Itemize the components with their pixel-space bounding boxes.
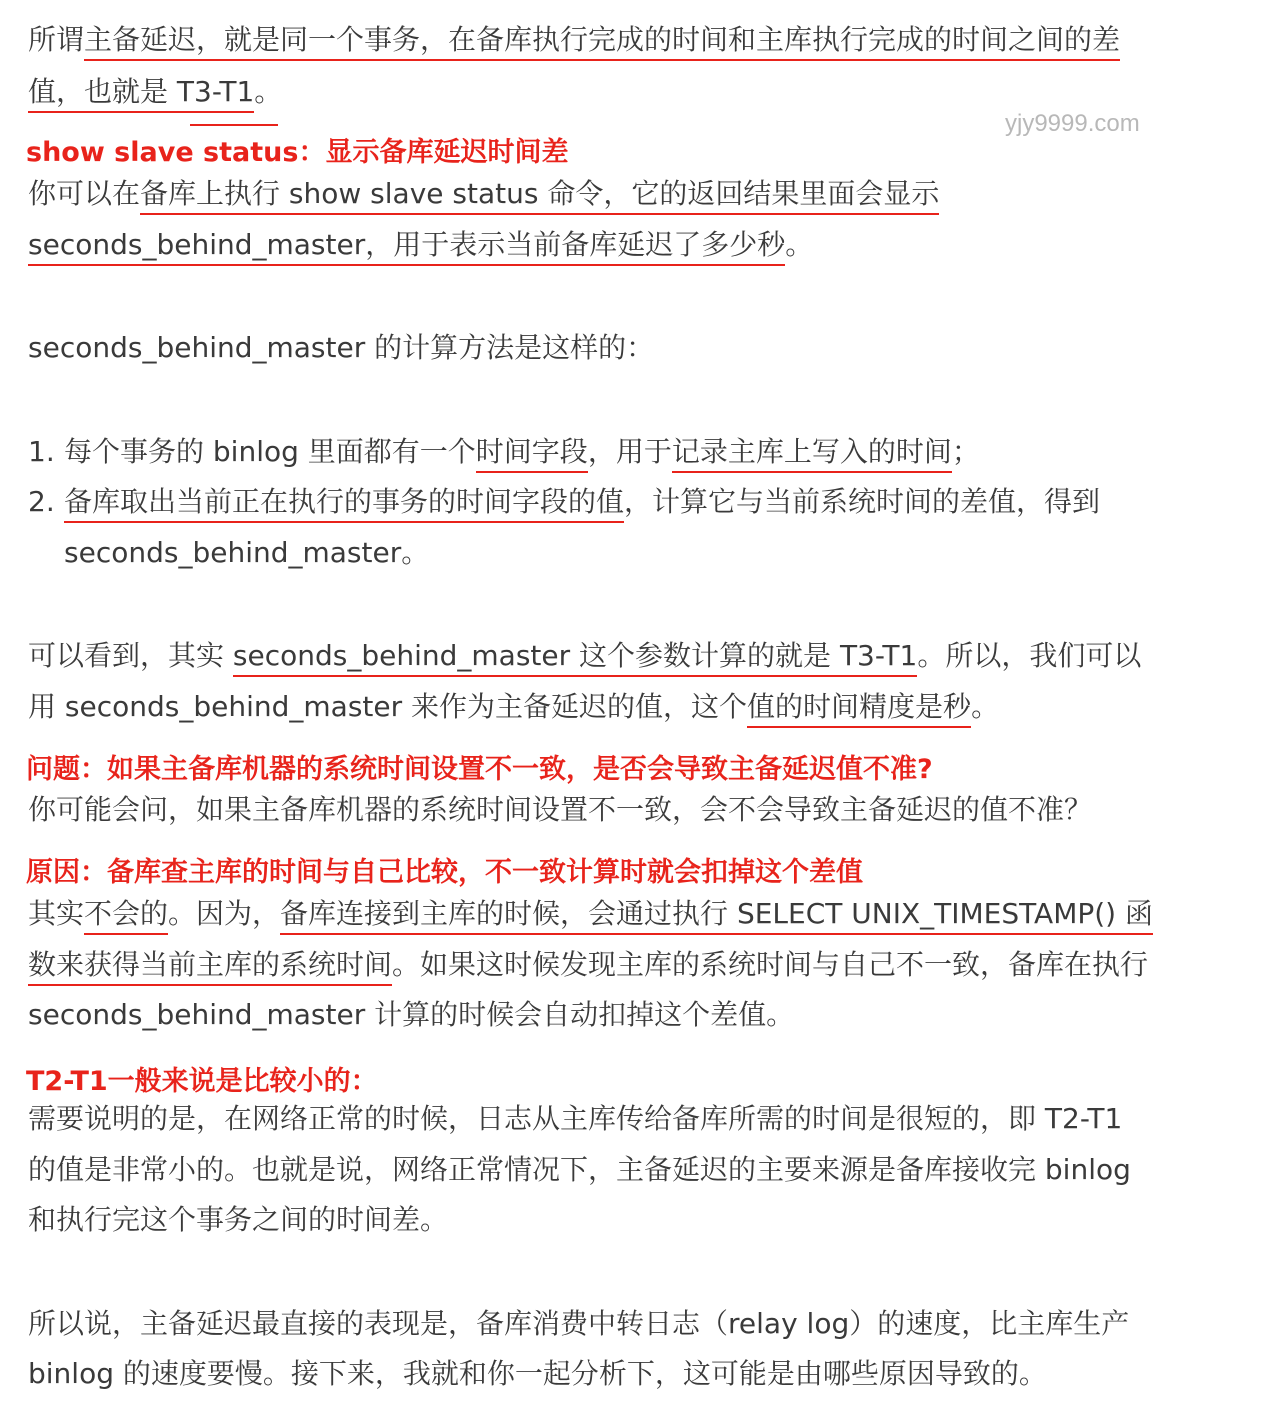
- p1-text-2: 。: [254, 75, 283, 108]
- p7-line-3: 和执行完这个事务之间的时间差。: [28, 1203, 449, 1236]
- p2-line-1: [28, 174, 939, 214]
- p8-line-2: binlog 的速度要慢。接下来，我就和你一起分析下，这可能是由哪些原因导致的。: [28, 1357, 1047, 1390]
- heading-reason: 原因：备库查主库的时间与自己比较，不一致计算时就会扣掉这个差值: [26, 857, 863, 888]
- p4-text-a: 可以看到，其实: [28, 639, 233, 672]
- list-1-underline-a: 时间字段: [476, 435, 588, 473]
- p4-text-b: 。所以，我们可以: [917, 639, 1142, 672]
- p6-line-1: [28, 894, 1153, 934]
- underline-tick: [190, 124, 278, 126]
- p7-line-2: 的值是非常小的。也就是说，网络正常情况下，主备延迟的主要来源是备库接收完 binlog: [28, 1153, 1131, 1186]
- p1-line-2: [28, 72, 282, 112]
- watermark: yjy9999.com: [1005, 110, 1140, 137]
- p6-underline-b: 备库连接到主库的时候，会通过执行 SELECT UNIX_TIMESTAMP() 函: [280, 897, 1153, 935]
- list-1-text-b: ，用于: [587, 435, 672, 468]
- p2-text-2: 。: [785, 228, 814, 261]
- list-num-2: 2.: [28, 485, 55, 518]
- p4-underline-a: seconds_behind_master 这个参数计算的就是 T3-T1: [233, 639, 917, 677]
- p6-text-a: 其实: [28, 897, 85, 930]
- p6-line-3: seconds_behind_master 计算的时候会自动扣掉这个差值。: [28, 998, 795, 1031]
- p1-line-1: [28, 20, 1120, 60]
- p5: 你可能会问，如果主备库机器的系统时间设置不一致，会不会导致主备延迟的值不准？: [28, 793, 1093, 826]
- list-item-1: [28, 432, 980, 472]
- heading-question: 问题：如果主备库机器的系统时间设置不一致，是否会导致主备延迟值不准?: [26, 754, 933, 785]
- p6-line-2: [28, 945, 1148, 985]
- p4-text-c: 用 seconds_behind_master 来作为主备延迟的值，这个: [28, 690, 748, 723]
- p1-text: 所谓: [28, 23, 85, 56]
- p4-line-1: [28, 636, 1141, 676]
- list-1-text-c: ；: [951, 435, 980, 468]
- p6-text-b: 。因为，: [168, 897, 281, 930]
- list-2-text: ，计算它与当前系统时间的差值，得到: [624, 485, 1101, 518]
- list-2-underline: 备库取出当前正在执行的事务的时间字段的值: [64, 485, 624, 523]
- p8-line-1: 所以说，主备延迟最直接的表现是，备库消费中转日志（relay log）的速度，比主库生产: [28, 1307, 1130, 1340]
- p2-text: 你可以在: [28, 177, 141, 210]
- p4-text-d: 。: [971, 690, 1000, 723]
- p1-underlined: 主备延迟，就是同一个事务，在备库执行完成的时间和主库执行完成的时间之间的差: [84, 23, 1120, 61]
- p2-line-2: [28, 225, 813, 265]
- p2-underlined-2: seconds_behind_master，用于表示当前备库延迟了多少秒: [28, 228, 785, 266]
- list-item-2-cont: seconds_behind_master。: [64, 536, 430, 569]
- p2-underlined: 备库上执行 show slave status 命令，它的返回结果里面会显示: [140, 177, 939, 215]
- p6-text-c: 。如果这时候发现主库的系统时间与自己不一致，备库在执行: [392, 948, 1149, 981]
- list-item-2: [28, 482, 1100, 522]
- heading-show-slave-status: show slave status：显示备库延迟时间差: [26, 137, 569, 168]
- list-1-text-a: 每个事务的 binlog 里面都有一个: [64, 435, 476, 468]
- p1-underlined-2: 值，也就是 T3-T1: [28, 75, 254, 113]
- p7-line-1: 需要说明的是，在网络正常的时候，日志从主库传给备库所需的时间是很短的，即 T2-T1: [28, 1102, 1123, 1135]
- p6-underline-c: 数来获得当前主库的系统时间: [28, 948, 392, 986]
- p4-underline-b: 值的时间精度是秒: [747, 690, 971, 728]
- heading-t2-t1: T2-T1一般来说是比较小的：: [26, 1066, 378, 1097]
- list-1-underline-b: 记录主库上写入的时间: [672, 435, 952, 473]
- p3: seconds_behind_master 的计算方法是这样的：: [28, 331, 655, 364]
- p6-underline-a: 不会的: [84, 897, 168, 935]
- p4-line-2: [28, 687, 999, 727]
- list-num-1: 1.: [28, 435, 55, 468]
